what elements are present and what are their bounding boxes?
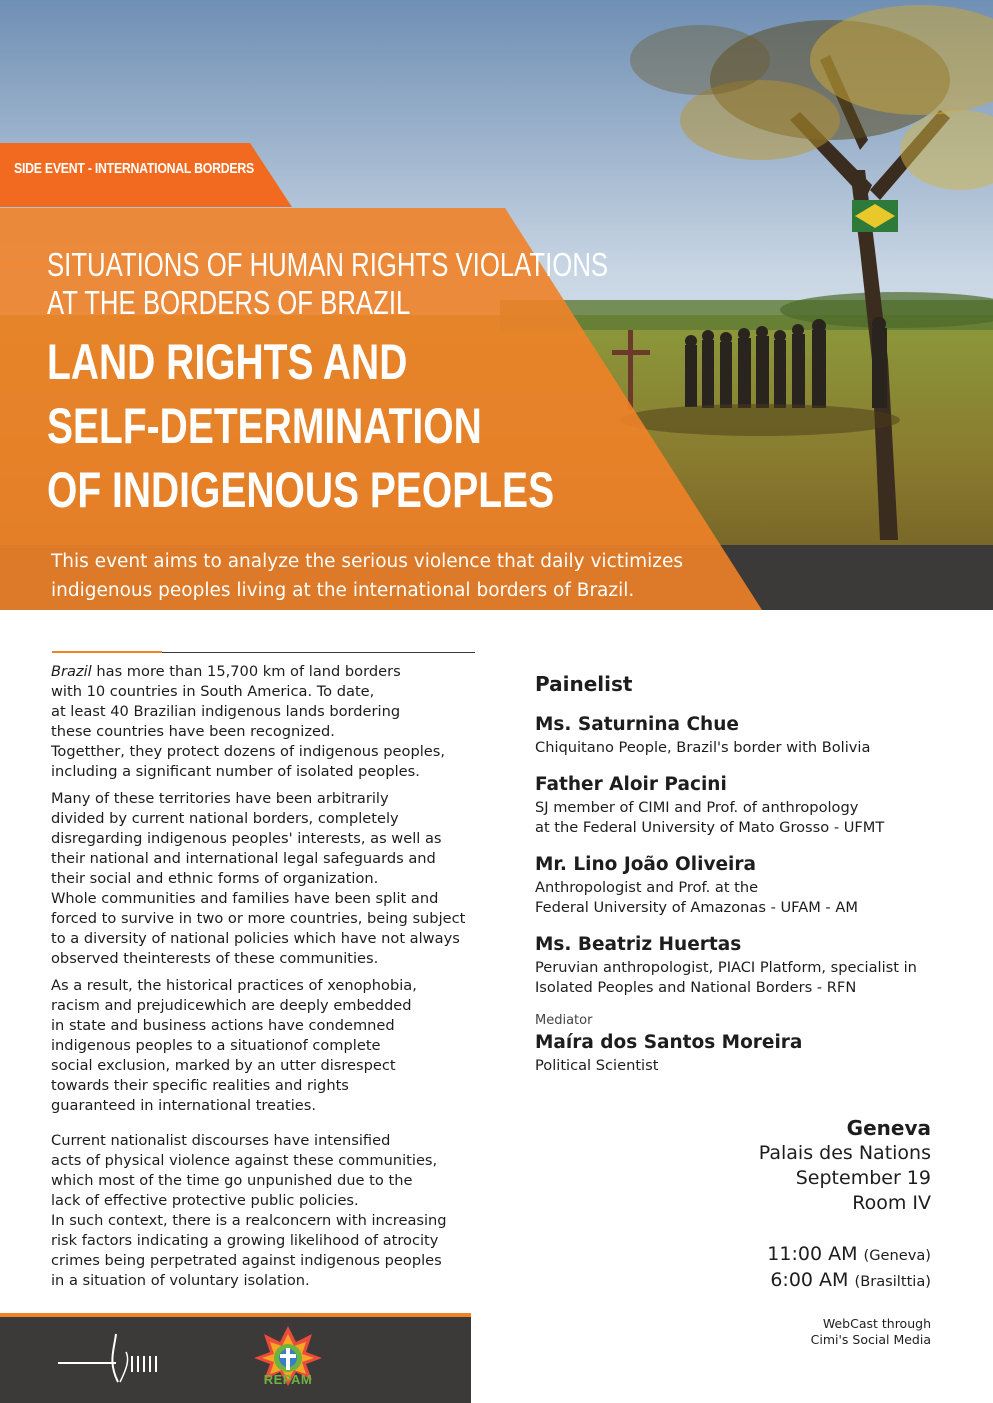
paragraph-line: observed theinterests of these communities. [51,950,379,967]
body-text [51,662,471,1298]
repam-logo-text: REPAM [263,1372,313,1387]
paragraph-line: racism and prejudicewhich are deeply embedded [51,997,412,1014]
time-value: 6:00 AM [770,1269,849,1291]
panel-section [535,670,955,1076]
time-zone: (Geneva) [863,1247,931,1264]
venue-info [571,1115,931,1348]
panelist-name: Mr. Lino João Oliveira [535,854,757,875]
panelist-desc-line: Peruvian anthropologist, PIACI Platform, specialist in [535,959,917,976]
event-room: Room IV [852,1192,931,1214]
title-line: SELF-DETERMINATION [47,398,482,454]
panelist-name: Ms. Beatriz Huertas [535,934,742,955]
time-zone: (Brasilttia) [854,1273,931,1290]
hero-section [0,0,993,610]
paragraph-line: including a significant number of isolated peoples. [51,763,420,780]
paragraph-line: in a situation of voluntary isolation. [51,1272,310,1289]
paragraph-line: risk factors indicating a growing likelihood of atrocity [51,1232,439,1249]
title-line: OF INDIGENOUS PEOPLES [47,462,555,518]
paragraph-nationalism [51,1131,471,1291]
paragraph-line: indigenous peoples to a situationof complete [51,1037,381,1054]
paragraph-borders [51,662,471,782]
intro-line: indigenous peoples living at the international borders of Brazil. [51,580,635,601]
time-geneva [571,1242,931,1268]
time-brasilia [571,1268,931,1294]
panelist-beatriz-huertas [535,932,955,998]
paragraph-line: at least 40 Brazilian indigenous lands bordering [51,703,401,720]
panelist-lino-oliveira [535,852,955,918]
panelist-desc-line: SJ member of CIMI and Prof. of anthropology [535,799,859,816]
panelist-desc-line: Chiquitano People, Brazil's border with Bolivia [535,739,871,756]
paragraph-line: social exclusion, marked by an utter disrespect [51,1057,396,1074]
paragraph-line: which most of the time go unpunished due to the [51,1172,413,1189]
panel-heading: Painelist [535,672,633,696]
paragraph-line: their national and international legal safeguards and [51,850,436,867]
event-times [571,1242,931,1294]
paragraph-line: their social and ethnic forms of organization. [51,870,379,887]
paragraph-line: with 10 countries in South America. To date, [51,683,375,700]
title-line: LAND RIGHTS AND [47,334,408,390]
subtitle-line: SITUATIONS OF HUMAN RIGHTS VIOLATIONS [47,246,609,283]
event-date: September 19 [795,1167,931,1189]
panelist-name: Father Aloir Pacini [535,774,727,795]
event-intro [51,547,711,605]
event-title [47,330,555,522]
intro-line: This event aims to analyze the serious violence that daily victimizes [51,551,684,572]
paragraph-xenophobia [51,976,471,1116]
mediator-description: Political Scientist [535,1057,659,1074]
paragraph-line: to a diversity of national policies which have not always [51,930,460,947]
paragraph-line: Current nationalist discourses have intensified [51,1132,391,1149]
webcast-note [571,1316,931,1348]
paragraph-line: forced to survive in two or more countries, being subject [51,910,466,927]
paragraph-line: As a result, the historical practices of xenophobia, [51,977,417,994]
paragraph-line: lack of effective protective public policies. [51,1192,359,1209]
panelist-description [535,958,955,998]
paragraph-line: has more than 15,700 km of land borders [91,663,401,680]
paragraph-line: Many of these territories have been arbitrarily [51,790,389,807]
paragraph-line: guaranteed in international treaties. [51,1097,317,1114]
panelist-desc-line: Isolated Peoples and National Borders - RFN [535,979,857,996]
subtitle-line: AT THE BORDERS OF BRAZIL [47,284,411,321]
panelist-name: Ms. Saturnina Chue [535,714,739,735]
paragraph-line: Togetther, they protect dozens of indigenous peoples, [51,743,446,760]
time-value: 11:00 AM [767,1243,858,1265]
panelist-description [535,798,955,838]
paragraph-line: divided by current national borders, completely [51,810,399,827]
webcast-line: Cimi's Social Media [810,1332,931,1347]
panelist-description [535,878,955,918]
section-rule [162,652,475,653]
panelist-saturnina-chue [535,712,955,758]
paragraph-line: acts of physical violence against these communities, [51,1152,438,1169]
panelist-desc-line: Anthropologist and Prof. at the [535,879,759,896]
paragraph-line: disregarding indigenous peoples' interests, as well as [51,830,442,847]
paragraph-line: Whole communities and families have been split and [51,890,439,907]
panelist-desc-line: at the Federal University of Mato Grosso - UFMT [535,819,885,836]
cimi-logo-icon [56,1330,166,1386]
venue-city: Geneva [846,1116,931,1140]
paragraph-line: crimes being perpetrated against indigenous peoples [51,1252,442,1269]
section-rule-accent [52,651,162,653]
webcast-line: WebCast through [822,1316,931,1331]
paragraph-line: towards their specific realities and rights [51,1077,349,1094]
panelist-aloir-pacini [535,772,955,838]
paragraph-lead: Brazil [51,663,92,680]
paragraph-line: in state and business actions have condemned [51,1017,395,1034]
panelist-description [535,738,955,758]
panelist-desc-line: Federal University of Amazonas - UFAM - AM [535,899,858,916]
event-tag: SIDE EVENT - INTERNATIONAL BORDERS [14,160,254,177]
paragraph-line: these countries have been recognized. [51,723,335,740]
event-subtitle [47,246,609,322]
mediator-name: Maíra dos Santos Moreira [535,1032,803,1053]
paragraph-line: In such context, there is a realconcern with increasing [51,1212,447,1229]
mediator-label: Mediator [535,1013,593,1028]
venue-place: Palais des Nations [758,1142,931,1164]
paragraph-territories [51,789,471,969]
